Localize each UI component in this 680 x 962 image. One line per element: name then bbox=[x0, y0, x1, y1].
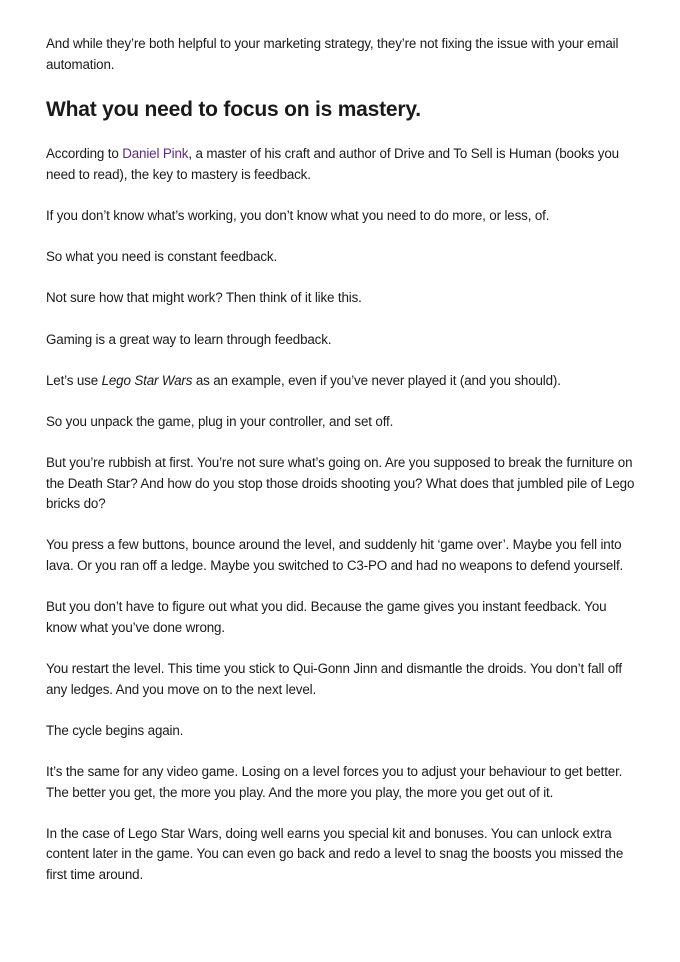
paragraph-daniel-pink bbox=[46, 144, 638, 185]
paragraph-text: Let’s use bbox=[46, 372, 102, 388]
article-body bbox=[46, 34, 638, 886]
paragraph: In the case of Lego Star Wars, doing well earns you special kit and bonuses. You can unlock extra content later in the game. You can even go back and redo a level to snag the boosts you missed the first time around. bbox=[46, 825, 624, 882]
section-heading: What you need to focus on is mastery. bbox=[46, 98, 421, 122]
paragraph: You restart the level. This time you stick to Qui-Gonn Jinn and dismantle the droids. You don’t fall off any ledges. And you move on to the next level. bbox=[46, 661, 622, 697]
paragraph: But you’re rubbish at first. You’re not sure what’s going on. Are you supposed to break the furniture on the Death Star? And how do you stop those droids shooting you? What does that jumbled pile of Lego bricks do? bbox=[46, 455, 635, 512]
daniel-pink-link[interactable]: Daniel Pink bbox=[122, 146, 189, 162]
paragraph: If you don’t know what’s working, you don’t know what you need to do more, or less, of. bbox=[46, 207, 550, 223]
paragraph: Not sure how that might work? Then think of it like this. bbox=[46, 290, 362, 306]
intro-paragraph: And while they’re both helpful to your marketing strategy, they’re not fixing the issue with your email automation. bbox=[46, 36, 619, 72]
paragraph-lego-example bbox=[46, 371, 638, 392]
paragraph-text: as an example, even if you’ve never played it (and you should). bbox=[192, 372, 561, 388]
paragraph: It’s the same for any video game. Losing on a level forces you to adjust your behaviour to get better. The better you get, the more you play. And the more you play, the more you get out of it. bbox=[46, 764, 623, 800]
game-title: Lego Star Wars bbox=[101, 372, 193, 388]
paragraph-text: , a master of his craft and author of Drive and To Sell is Human (books you need to read), the key to mastery is feedback. bbox=[46, 146, 619, 182]
paragraph: You press a few buttons, bounce around the level, and suddenly hit ‘game over’. Maybe you fell into lava. Or you ran off a ledge. Maybe you switched to C3-PO and had no weapons to defend yourself. bbox=[46, 537, 624, 574]
paragraph: Gaming is a great way to learn through feedback. bbox=[46, 331, 332, 347]
paragraph: The cycle begins again. bbox=[46, 722, 184, 738]
paragraph: So you unpack the game, plug in your controller, and set off. bbox=[46, 413, 394, 429]
paragraph: So what you need is constant feedback. bbox=[46, 249, 278, 265]
paragraph-text: According to bbox=[46, 146, 123, 162]
paragraph: But you don’t have to figure out what you did. Because the game gives you instant feedback. You know what you’ve done wrong. bbox=[46, 599, 607, 635]
